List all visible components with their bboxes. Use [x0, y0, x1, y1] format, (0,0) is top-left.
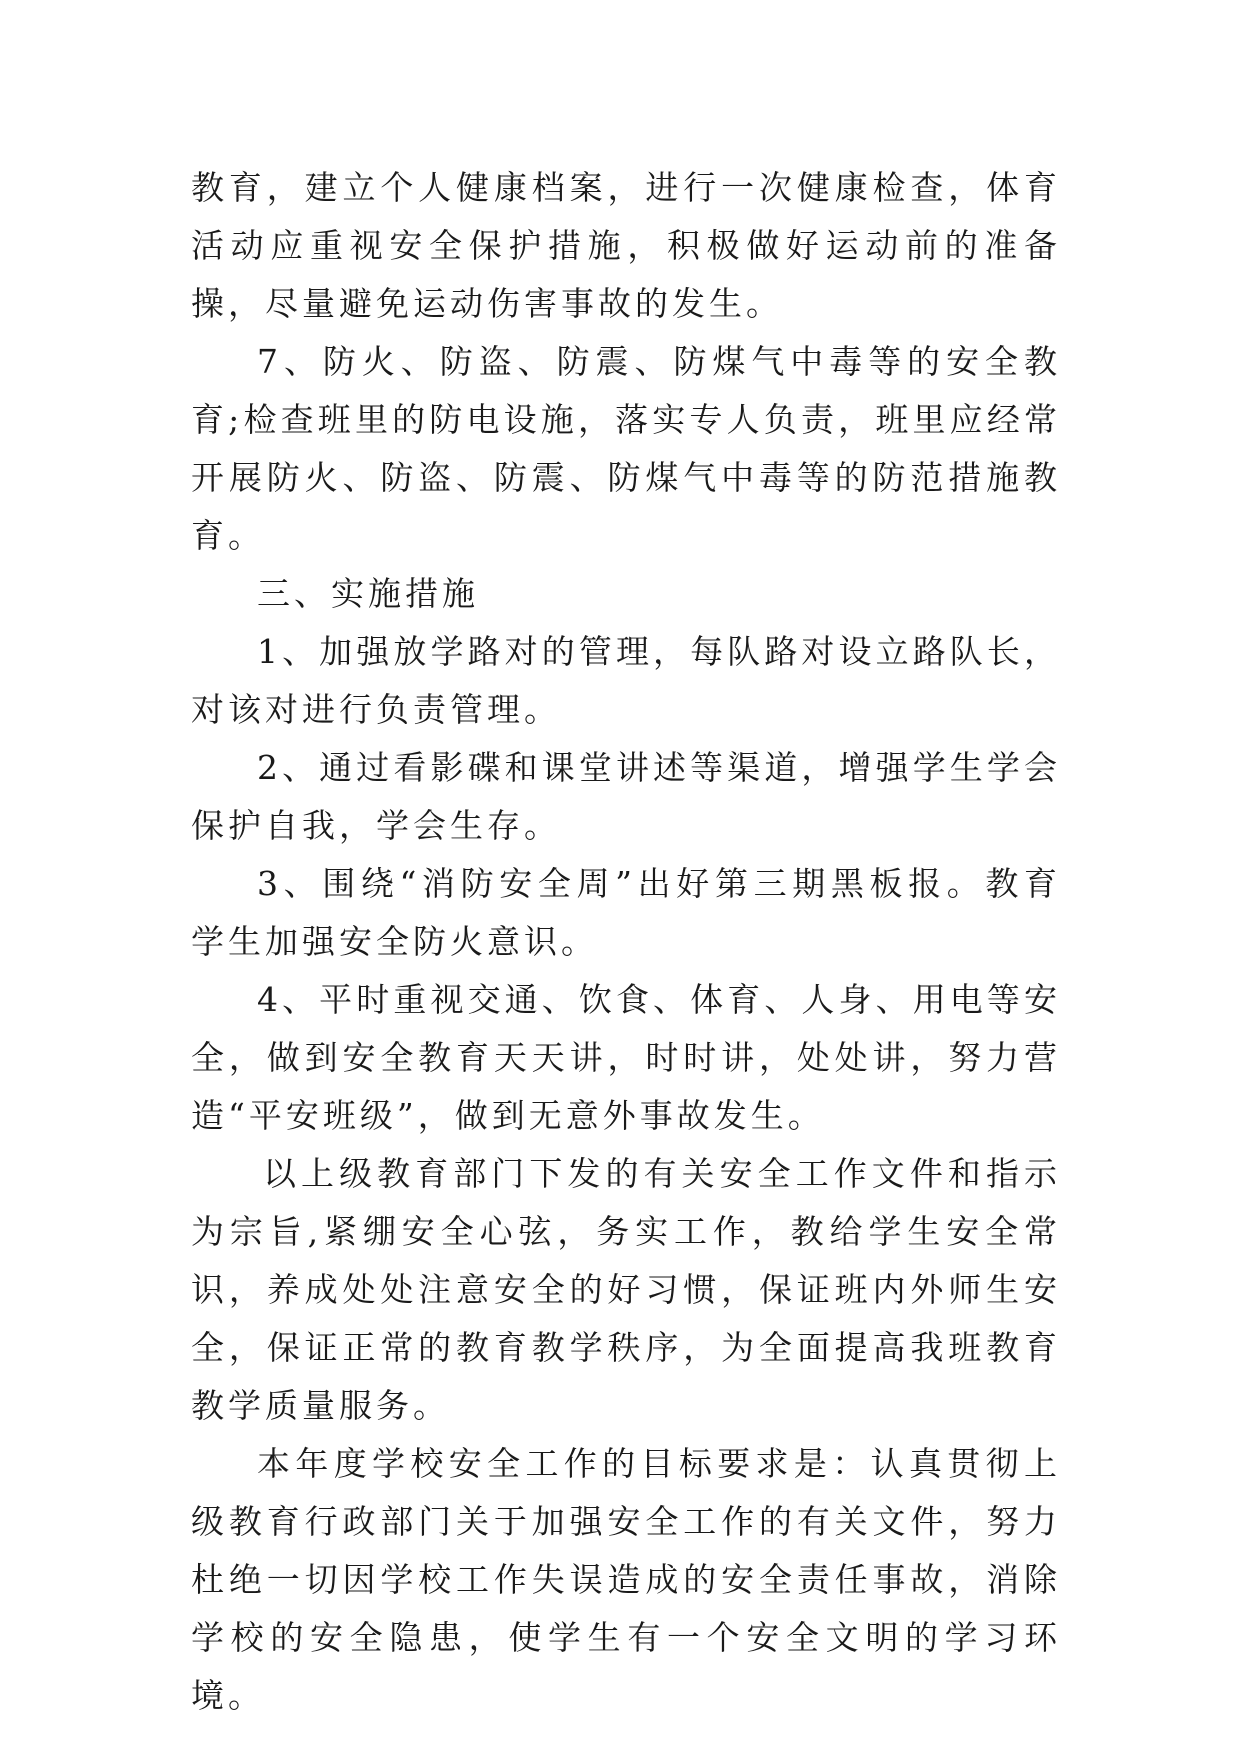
paragraph-annual-goal: 本年度学校安全工作的目标要求是：认真贯彻上级教育行政部门关于加强安全工作的有关文件，努力杜绝一切因学校工作失误造成的安全责任事故，消除学校的安全隐患，使学生有一个安全文明的学习环境。 — [191, 1444, 1061, 1715]
paragraph-measure-1: 1、加强放学路对的管理，每队路对设立路队长，对该对进行负责管理。 — [191, 632, 1061, 729]
paragraph-health-education: 教育，建立个人健康档案，进行一次健康检查，体育活动应重视安全保护措施，积极做好运动前的准备操，尽量避免运动伤害事故的发生。 — [191, 168, 1061, 323]
paragraph-item-7-fire-safety: 7、防火、防盗、防震、防煤气中毒等的安全教育;检查班里的防电设施，落实专人负责，班里应经常开展防火、防盗、防震、防煤气中毒等的防范措施教育。 — [191, 342, 1061, 555]
paragraph-measure-4: 4、平时重视交通、饮食、体育、人身、用电等安全，做到安全教育天天讲，时时讲，处处讲，努力营造“平安班级”，做到无意外事故发生。 — [191, 980, 1061, 1135]
section-heading-implementation: 三、实施措施 — [257, 574, 479, 613]
paragraph-measure-2: 2、通过看影碟和课堂讲述等渠道，增强学生学会保护自我，学会生存。 — [191, 748, 1061, 845]
paragraph-measure-3: 3、围绕“消防安全周”出好第三期黑板报。教育学生加强安全防火意识。 — [191, 864, 1061, 961]
document-body — [191, 159, 1061, 1725]
paragraph-purpose: 以上级教育部门下发的有关安全工作文件和指示为宗旨,紧绷安全心弦，务实工作，教给学生安全常识，养成处处注意安全的好习惯，保证班内外师生安全，保证正常的教育教学秩序，为全面提高我班教育教学质量服务。 — [191, 1154, 1061, 1425]
